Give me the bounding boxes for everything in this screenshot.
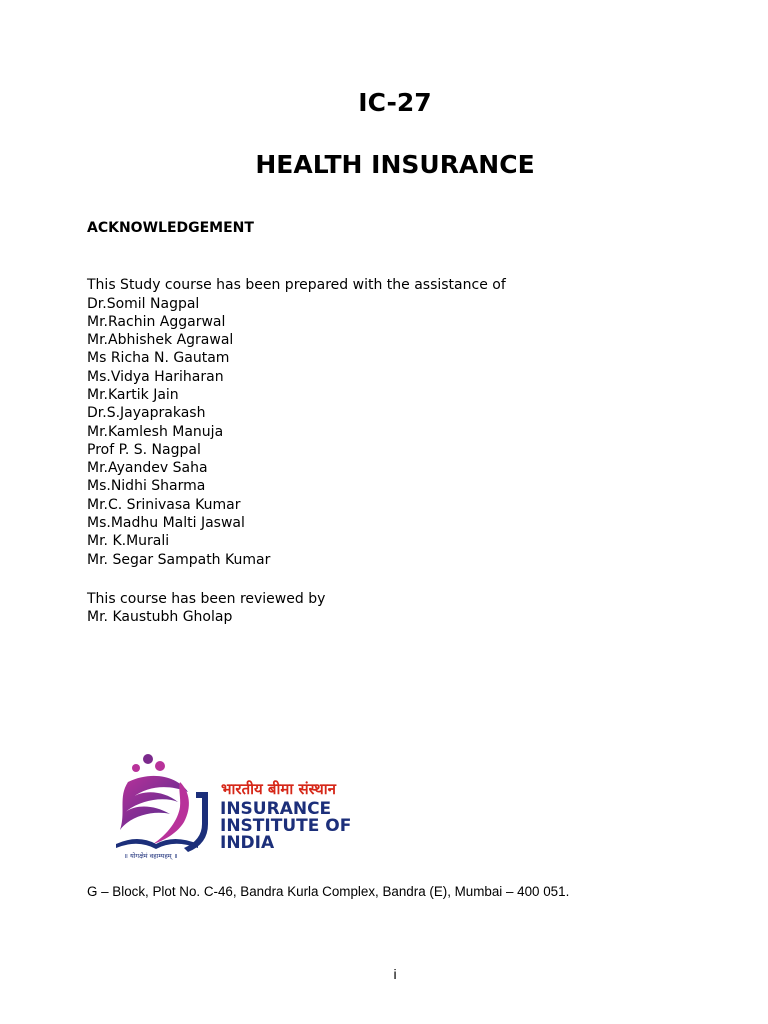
acknowledgement-heading: ACKNOWLEDGEMENT xyxy=(87,220,254,236)
logo-line-insurance: INSURANCE xyxy=(220,799,332,819)
contributor-name: Mr.Abhishek Agrawal xyxy=(87,332,234,349)
emblem-swirl-icon xyxy=(153,782,189,844)
contributor-name: Mr.Ayandev Saha xyxy=(87,460,208,477)
contributor-name: Mr.C. Srinivasa Kumar xyxy=(87,496,241,513)
document-code: IC-27 xyxy=(358,88,432,117)
review-intro: This course has been reviewed by xyxy=(87,591,326,607)
contributor-name: Mr.Kartik Jain xyxy=(87,386,179,403)
contributor-name: Mr. Segar Sampath Kumar xyxy=(87,551,271,568)
emblem-dot-icon xyxy=(132,764,140,772)
insurance-institute-logo xyxy=(108,752,388,862)
page-number: i xyxy=(393,966,397,982)
contributor-name: Mr. K.Murali xyxy=(87,533,170,550)
logo-hindi-text: भारतीय बीमा संस्थान xyxy=(221,780,336,798)
emblem-dot-icon xyxy=(143,754,153,764)
acknowledgement-intro: This Study course has been prepared with the assistance of xyxy=(87,277,506,293)
contributor-name: Dr.S.Jayaprakash xyxy=(87,405,206,422)
document-title: HEALTH INSURANCE xyxy=(255,150,535,179)
contributor-name: Ms.Vidya Hariharan xyxy=(87,368,224,385)
contributor-name: Ms.Nidhi Sharma xyxy=(87,478,206,495)
reviewer-name: Mr. Kaustubh Gholap xyxy=(87,609,233,626)
logo-line-india: INDIA xyxy=(220,833,275,853)
contributor-name: Ms Richa N. Gautam xyxy=(87,350,230,367)
contributor-name: Mr.Rachin Aggarwal xyxy=(87,313,226,330)
logo-motto: ॥ योगक्षेमं वहाम्यहम् ॥ xyxy=(124,852,178,860)
institute-address: G – Block, Plot No. C-46, Bandra Kurla Complex, Bandra (E), Mumbai – 400 051. xyxy=(87,884,570,899)
contributor-name: Dr.Somil Nagpal xyxy=(87,295,200,312)
contributor-name: Prof P. S. Nagpal xyxy=(87,441,201,458)
emblem-dot-icon xyxy=(155,761,165,771)
contributors-list xyxy=(87,295,270,569)
contributor-name: Ms.Madhu Malti Jaswal xyxy=(87,515,245,532)
contributor-name: Mr.Kamlesh Manuja xyxy=(87,423,224,440)
logo-line-institute: INSTITUTE OF xyxy=(220,816,352,836)
review-section xyxy=(87,590,325,627)
